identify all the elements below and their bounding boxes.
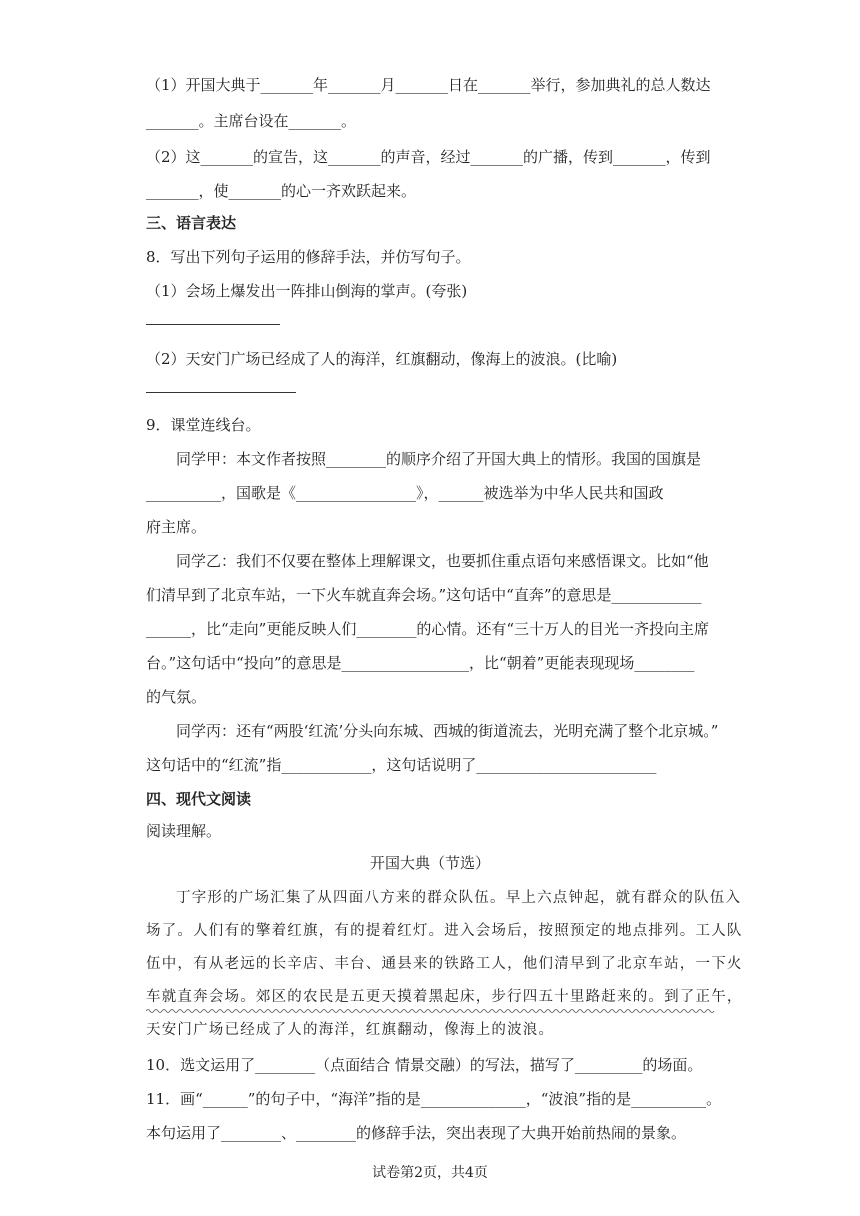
answer-line-q8-1 — [146, 324, 280, 325]
question-line: __________，国歌是《________________》，______被选举为中华人民共和国政 — [146, 484, 664, 502]
reading-text-line: 伍中，有从老远的长辛店、丰台、通县来的铁路工人，他们清早到了北京车站，一下火 — [146, 956, 743, 972]
answer-line-q8-2 — [146, 392, 296, 393]
question-line: （2）天安门广场已经成了人的海洋，红旗翻动，像海上的波浪。(比喻) — [146, 350, 618, 368]
question-line: （2）这_______的宣告，这_______的声音，经过_______的广播，传到_______，传到 — [146, 148, 711, 166]
question-line: _______，使_______的心一齐欢跃起来。 — [146, 182, 417, 200]
question-line: 9．课堂连线台。 — [146, 416, 261, 434]
page-footer: 试卷第2页，共4页 — [372, 1165, 488, 1181]
reading-text-line: 车就直奔会场。郊区的农民是五更天摸着黑起床，步行四五十里路赶来的。到了正午， — [146, 989, 743, 1005]
reading-text-line: 场了。人们有的擎着红旗，有的提着红灯。进入会场后，按照预定的地点排列。工人队 — [146, 923, 743, 939]
reading-text-line: 天安门广场已经成了人的海洋，红旗翻动，像海上的波浪。 — [146, 1022, 555, 1038]
question-line: 11．画“______”的句子中，“海洋”指的是______________，“波浪”指的是__________。 — [146, 1090, 722, 1108]
question-line: ______，比“走向”更能反映人们________的心情。还有“三十万人的目光一齐投向主席 — [146, 620, 710, 638]
question-line: 府主席。 — [146, 518, 207, 536]
question-line: 10．选文运用了________（点面结合 情景交融）的写法，描写了_________的场面。 — [146, 1056, 703, 1074]
question-line: 同学乙：我们不仅要在整体上理解课文，也要抓住重点语句来感悟课文。比如“他 — [176, 552, 709, 570]
question-line: 本句运用了________、________的修辞手法，突出表现了大典开始前热闹的景象。 — [146, 1124, 687, 1142]
section-heading: 四、现代文阅读 — [146, 790, 252, 808]
question-line: （1）开国大典于_______年_______月_______日在_______举行，参加典礼的总人数达 — [146, 76, 711, 94]
question-line: 8．写出下列句子运用的修辞手法，并仿写句子。 — [146, 248, 471, 266]
reading-text-line: 丁字形的广场汇集了从四面八方来的群众队伍。早上六点钟起，就有群众的队伍入 — [176, 890, 742, 906]
section-heading: 三、语言表达 — [146, 214, 237, 232]
question-line: 台。”这句话中“投向”的意思是_________________，比“朝着”更能表现现场________ — [146, 654, 695, 672]
question-line: _______。主席台设在_______。 — [146, 112, 357, 130]
question-line: 同学丙：还有“两股‘红流’分头向东城、西城的街道流去，光明充满了整个北京城。” — [176, 722, 719, 740]
question-line: （1）会场上爆发出一阵排山倒海的掌声。(夸张) — [146, 282, 468, 300]
wavy-underline — [146, 1008, 716, 1013]
question-line: 的气氛。 — [146, 688, 207, 706]
question-line: 同学甲：本文作者按照________的顺序介绍了开国大典上的情形。我国的国旗是 — [176, 450, 702, 468]
question-line: 们清早到了北京车站，一下火车就直奔会场。”这句话中“直奔”的意思是____________ — [146, 586, 702, 604]
reading-title: 开国大典（节选） — [369, 854, 490, 872]
question-line: 阅读理解。 — [146, 822, 222, 840]
question-line: 这句话中的“红流”指____________，这句话说明了________________________ — [146, 756, 657, 774]
